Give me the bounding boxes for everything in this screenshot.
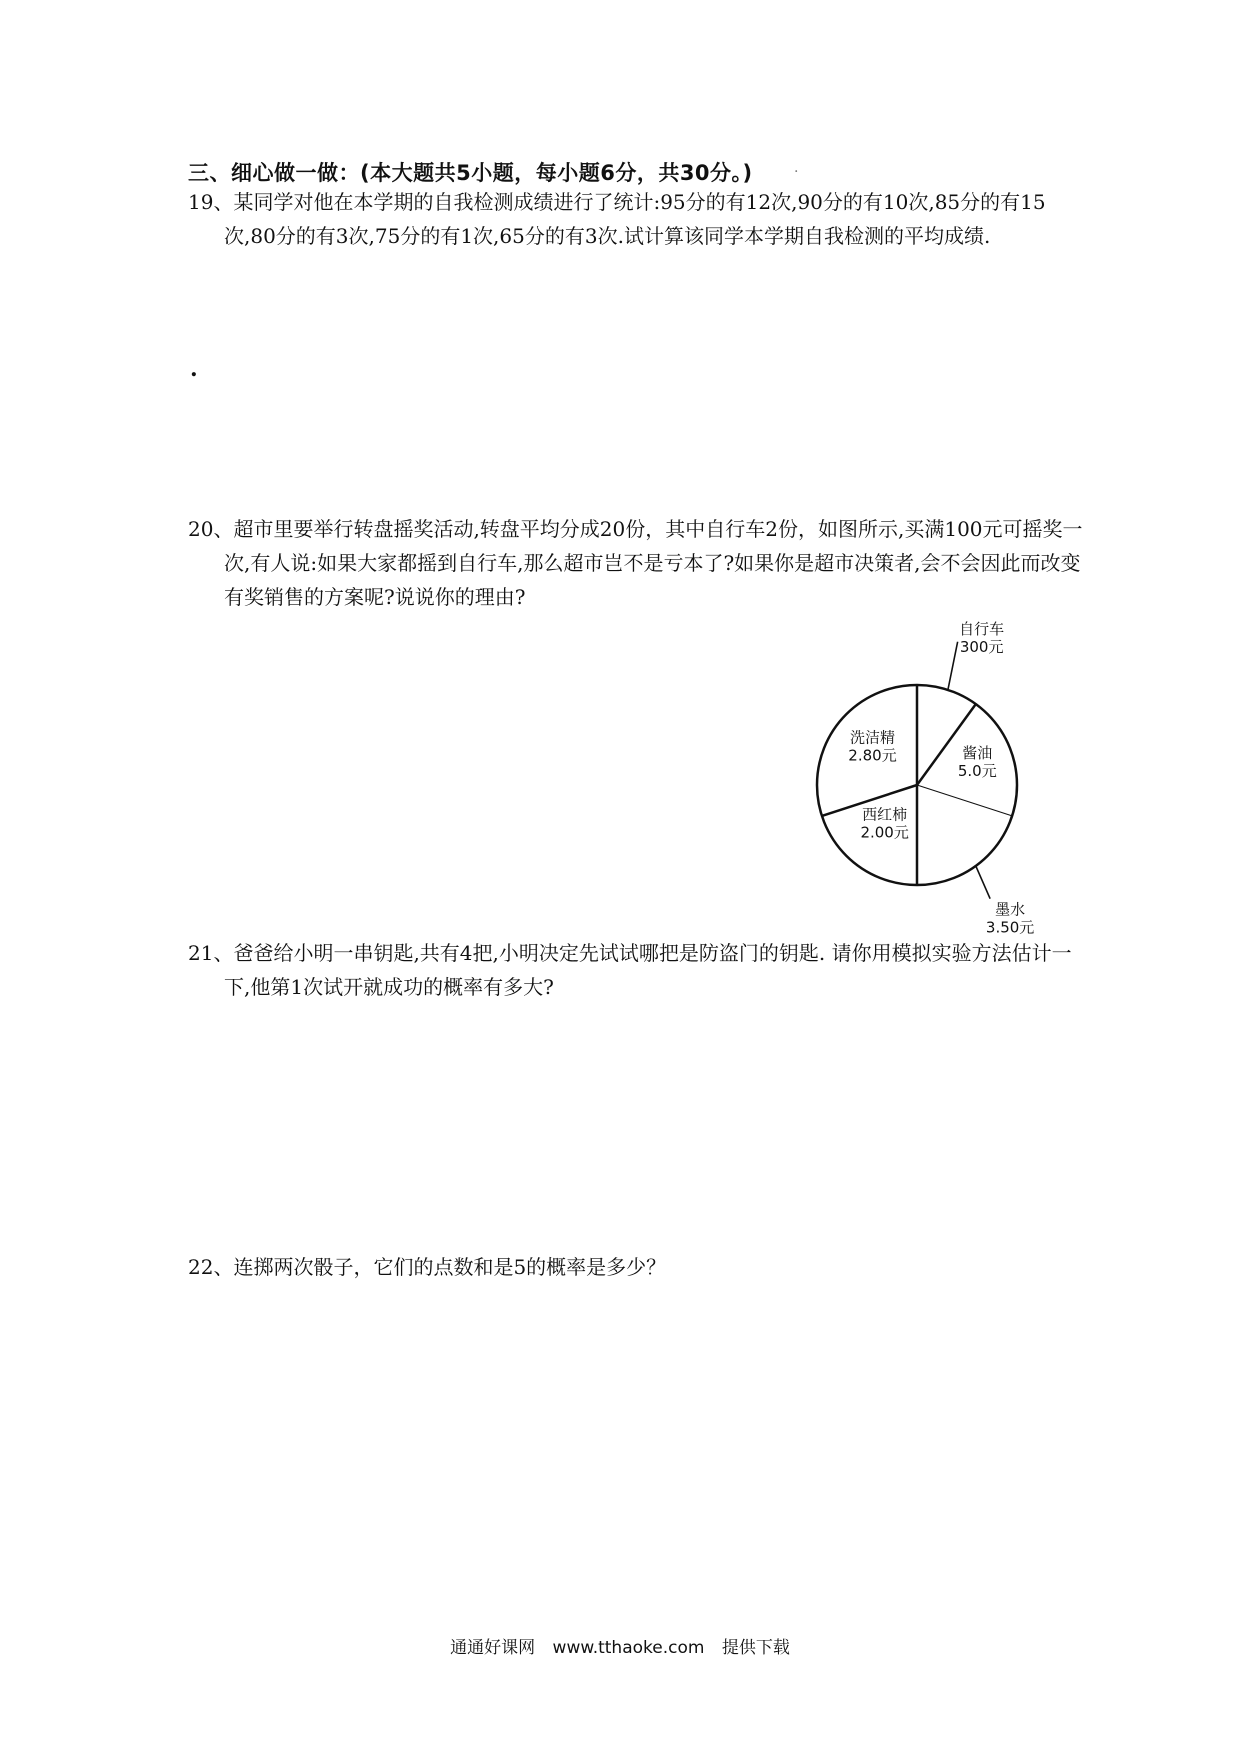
pie-slice-value: 2.00元: [860, 823, 909, 842]
stray-mark: .: [794, 160, 799, 176]
question-number: 21、: [188, 941, 234, 965]
question-text: 爸爸给小明一串钥匙,共有4把,小明决定先试试哪把是防盗门的钥匙. 请你用模拟实验方法估计一下,他第1次试开就成功的概率有多大?: [224, 941, 1072, 999]
pie-leader-line: [948, 642, 958, 690]
pie-slice-value: 300元: [959, 637, 1004, 656]
pie-slice-label: 酱油: [962, 744, 993, 763]
question-text: 某同学对他在本学期的自我检测成绩进行了统计:95分的有12次,90分的有10次,85分的有15次,80分的有3次,75分的有1次,65分的有3次.试计算该同学本学期自我检测的平均成绩.: [224, 190, 1046, 248]
question-22: [188, 1250, 1096, 1284]
pie-slice-label: 墨水: [995, 900, 1026, 919]
question-text: 连掷两次骰子，它们的点数和是5的概率是多少？: [233, 1255, 667, 1279]
question-number: 22、: [188, 1255, 234, 1279]
section-title: 三、细心做一做：(本大题共5小题，每小题6分，共30分。): [188, 161, 753, 185]
pie-group: [817, 620, 1034, 937]
footer-site: 通通好课网: [450, 1638, 536, 1658]
question-19: [188, 185, 1096, 253]
prize-spinner-chart: [800, 619, 1080, 937]
question-20: [188, 512, 1096, 614]
pie-slice-value: 3.50元: [985, 918, 1035, 937]
pie-slice-label: 自行车: [959, 619, 1005, 638]
question-21: [188, 936, 1096, 1004]
footer-suffix: 提供下载: [721, 1638, 790, 1658]
pie-leader-line: [976, 866, 990, 899]
question-text: 超市里要举行转盘摇奖活动,转盘平均分成20份，其中自行车2份，如图所示,买满100元可摇奖一次,有人说:如果大家都摇到自行车,那么超市岂不是亏本了?如果你是超市决策者,会不会因此而改变有奖销售的方案呢?说说你的理由?: [224, 517, 1083, 609]
pie-slice-value: 5.0元: [957, 762, 997, 781]
stray-dot: .: [190, 356, 198, 382]
footer-url[interactable]: www.tthaoke.com: [552, 1638, 705, 1658]
pie-slice-label: 洗洁精: [849, 728, 896, 747]
pie-slice-value: 2.80元: [848, 746, 897, 765]
pie-slice-boundary: [917, 785, 1012, 816]
question-number: 19、: [188, 190, 234, 214]
pie-slice-label: 西红柿: [862, 805, 908, 824]
page-footer: [0, 1633, 1240, 1658]
question-number: 20、: [188, 517, 234, 541]
